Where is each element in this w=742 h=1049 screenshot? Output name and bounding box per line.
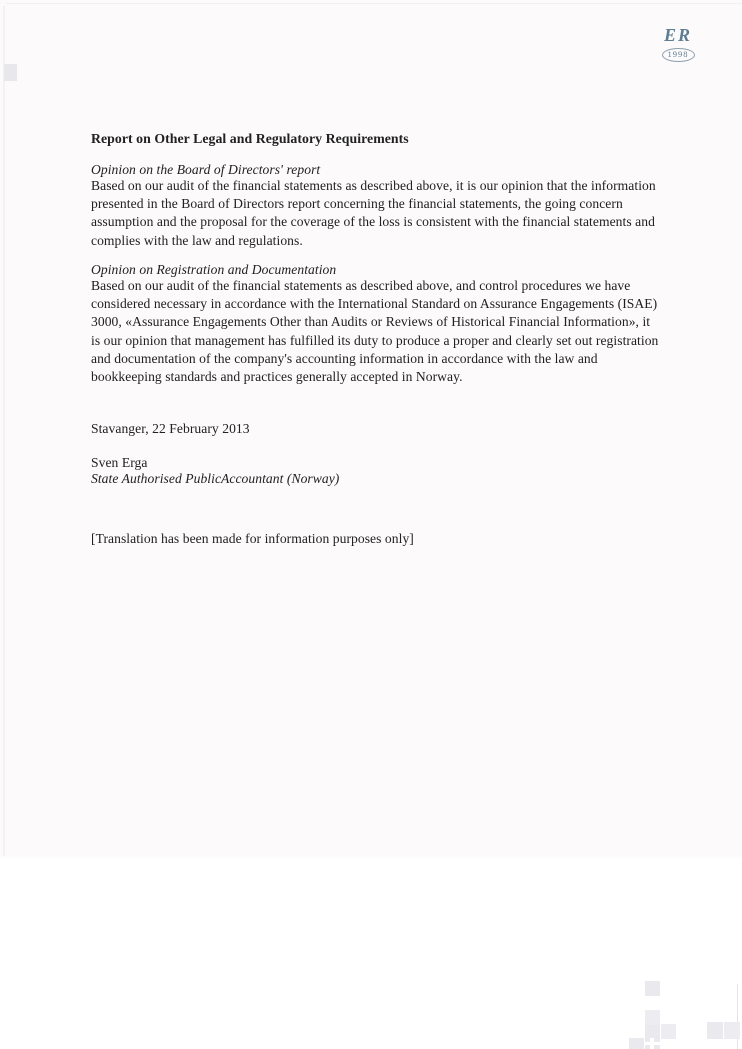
report-heading: Report on Other Legal and Regulatory Requirements [91,131,409,146]
scan-artifact [645,1010,660,1025]
text-line: presented in the Board of Directors report concerning the financial statements, the going concern [91,196,623,212]
scan-edge-right [737,984,738,1049]
scan-artifact [629,1038,644,1049]
scan-artifact [4,64,17,81]
text-line: is our opinion that management has fulfilled its duty to produce a proper and clearly set out registration [91,332,659,348]
text-line: complies with the law and regulations. [91,232,303,248]
text-line: Based on our audit of the financial statements as described above, and control procedures we have [91,278,631,293]
section-1-body [91,177,656,250]
text-line: assumption and the proposal for the coverage of the loss is consistent with the financial statements and [91,214,655,230]
section-1-title: Opinion on the Board of Directors' report [91,162,321,177]
signature-title: State Authorised PublicAccountant (Norway) [91,471,340,486]
text-line: bookkeeping standards and practices generally accepted in Norway. [91,369,463,385]
scan-artifact [724,1022,740,1039]
scan-artifact [661,1024,676,1039]
scan-artifact [707,1022,723,1039]
signature-name: Sven Erga [91,455,148,470]
text-line: and documentation of the company's accounting information in accordance with the law and [91,350,598,366]
er-1998-logo [656,26,700,62]
scan-artifact [645,1042,660,1045]
text-line: Based on our audit of the financial statements as described above, it is our opinion that the information [91,178,656,193]
text-line: considered necessary in accordance with the International Standard on Assurance Engagements (ISAE) [91,296,658,312]
translation-footnote: [Translation has been made for information purposes only] [91,531,414,546]
scan-artifact [645,981,660,996]
scan-edge-top [6,3,742,4]
section-2-body [91,277,658,386]
scan-edge-left [3,6,5,856]
signature-place-date: Stavanger, 22 February 2013 [91,421,250,436]
logo-initials: ER [663,25,692,45]
logo-year-ellipse: 1998 [662,48,695,62]
section-2-title: Opinion on Registration and Documentation [91,262,337,277]
text-line: 3000, «Assurance Engagements Other than Audits or Reviews of Historical Financial Information», it [91,314,651,330]
